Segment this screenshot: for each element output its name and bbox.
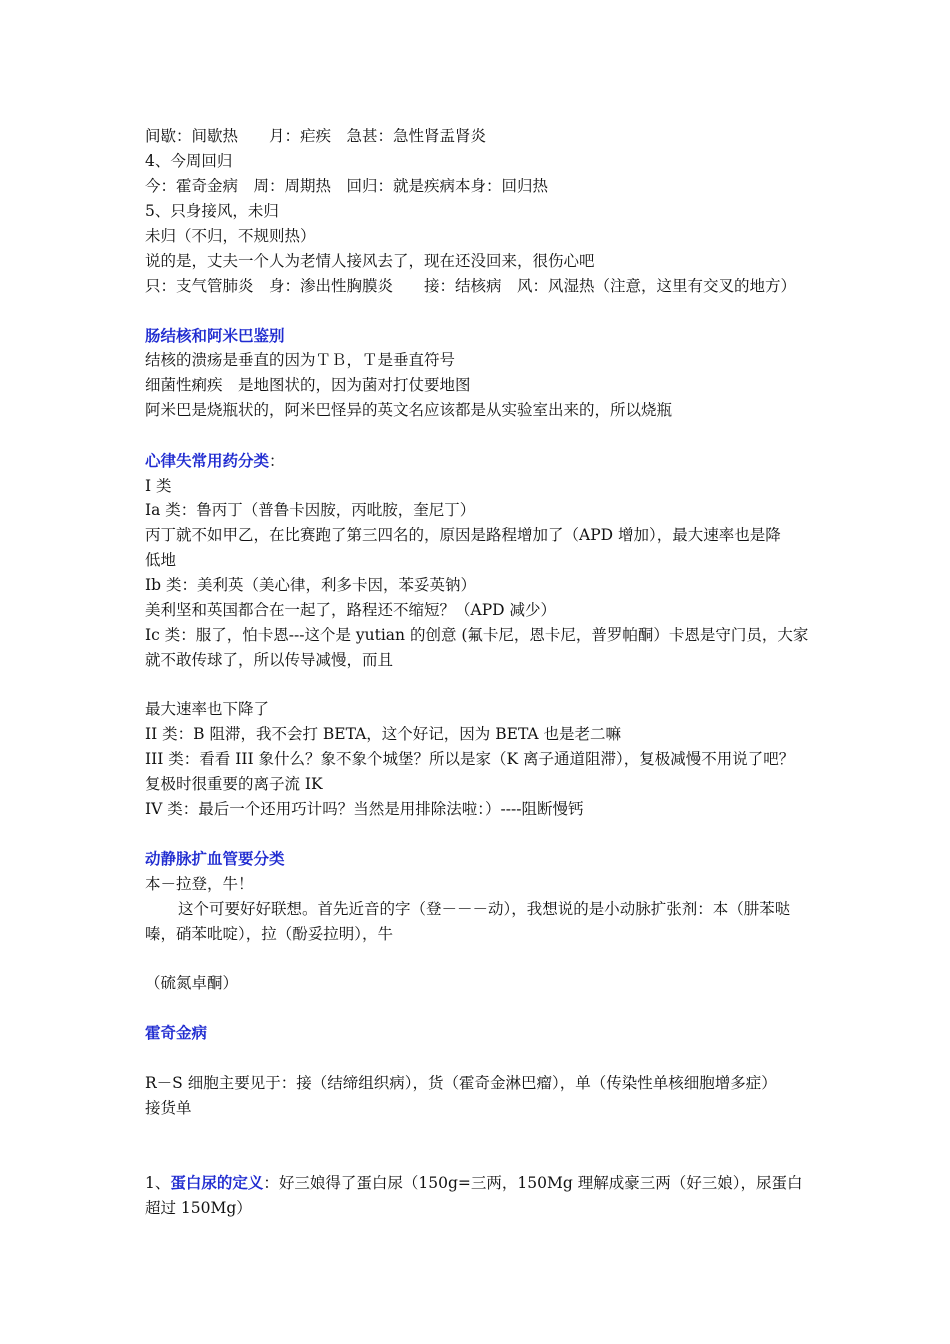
text-line: Ib 类：美利英（美心律，利多卡因，苯妥英钠） (145, 576, 476, 594)
text-line: 结核的溃疡是垂直的因为ＴＢ，Ｔ是垂直符号 (145, 351, 456, 369)
text-line: 本－拉登，牛！ (145, 875, 254, 893)
section-heading: 心律失常用药分类 (145, 451, 270, 470)
text-line: Ia 类：鲁丙丁（普鲁卡因胺，丙吡胺，奎尼丁） (145, 501, 476, 519)
section-heading: 霍奇金病 (145, 1023, 208, 1042)
text-segment: ：好三娘得了蛋白尿（150g=三两，150Mg 理解成豪三两（好三娘），尿蛋白 (263, 1174, 803, 1192)
text-line: 间歇：间歇热 月：疟疾 急甚：急性肾盂肾炎 (145, 127, 487, 145)
text-line: 复极时很重要的离子流 IK (145, 775, 323, 793)
heading-colon: ： (269, 452, 285, 470)
text-line: 就不敢传球了，所以传导减慢，而且 (145, 651, 394, 669)
item-number: 1、 (145, 1174, 171, 1192)
text-line: 这个可要好好联想。首先近音的字（登－－－动），我想说的是小动脉扩张剂：本（肼苯哒 (178, 900, 791, 918)
text-line: R－S 细胞主要见于：接（结缔组织病），货（霍奇金淋巴瘤），单（传染性单核细胞增多症） (145, 1074, 777, 1092)
text-line: 今：霍奇金病 周：周期热 回归：就是疾病本身：回归热 (145, 177, 549, 195)
text-line: III 类：看看 III 象什么？象不象个城堡？所以是家（K 离子通道阻滞），复极减慢不用说了吧？ (145, 750, 795, 768)
text-line: 丙丁就不如甲乙，在比赛跑了第三四名的，原因是路程增加了（APD 增加），最大速率也是降 (145, 526, 781, 544)
text-line: I 类 (145, 477, 172, 495)
text-line: 最大速率也下降了 (145, 700, 270, 718)
text-line: 美利坚和英国都合在一起了，路程还不缩短？（APD 减少） (145, 601, 556, 619)
text-line (145, 1171, 825, 1195)
text-line: II 类：B 阻滞，我不会打 BETA，这个好记，因为 BETA 也是老二嘛 (145, 725, 622, 743)
text-line: 4、今周回归 (145, 152, 233, 170)
text-line: 未归（不归，不规则热） (145, 227, 316, 245)
text-line: 低地 (145, 551, 177, 569)
text-line: 只：支气管肺炎 身：渗出性胸膜炎 接：结核病 风：风湿热（注意，这里有交叉的地方） (145, 277, 797, 295)
text-line: （硫氮卓酮） (145, 974, 239, 992)
section-heading: 肠结核和阿米巴鉴别 (145, 326, 285, 345)
text-line: 阿米巴是烧瓶状的，阿米巴怪异的英文名应该都是从实验室出来的，所以烧瓶 (145, 401, 673, 419)
text-line: Ic 类：服了，怕卡恩---这个是 yutian 的创意 (氟卡尼，恩卡尼，普罗帕酮）卡恩是守门员，大家 (145, 626, 809, 644)
text-line: 嗪，硝苯吡啶），拉（酚妥拉明），牛 (145, 925, 394, 943)
section-heading: 动静脉扩血管要分类 (145, 849, 285, 868)
text-line: 超过 150Mg） (145, 1199, 252, 1217)
text-line: 说的是，丈夫一个人为老情人接风去了，现在还没回来，很伤心吧 (145, 252, 595, 270)
text-line (145, 449, 825, 473)
text-line: 接货单 (145, 1099, 192, 1117)
text-line: 细菌性痢疾 是地图状的，因为菌对打仗要地图 (145, 376, 471, 394)
text-line: IV 类：最后一个还用巧计吗？当然是用排除法啦：）----阻断慢钙 (145, 800, 584, 818)
section-heading: 蛋白尿的定义 (170, 1173, 264, 1192)
text-line: 5、只身接风，未归 (145, 202, 279, 220)
